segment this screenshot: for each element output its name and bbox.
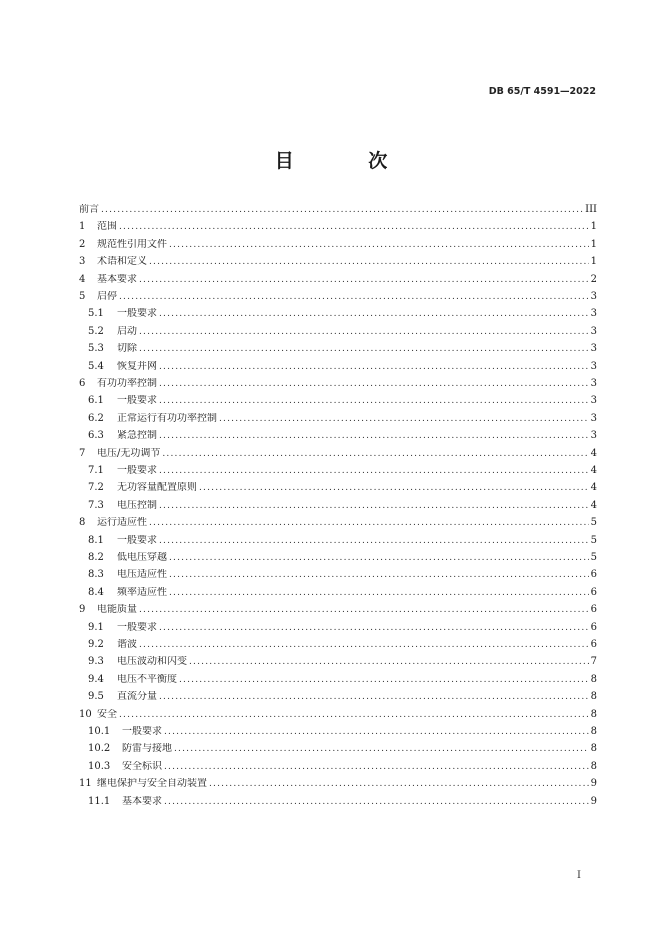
toc-entry[interactable] (79, 291, 597, 303)
toc-leader-dots (101, 204, 583, 216)
toc-entry[interactable] (79, 430, 597, 442)
toc-leader-dots (159, 622, 589, 634)
toc-leader-dots (139, 343, 589, 355)
toc-leader-dots (169, 587, 589, 599)
toc-entry-number: 8.1 (88, 534, 104, 546)
toc-entry-page: 8 (590, 760, 597, 772)
toc-entry-label: 正常运行有功功率控制 (117, 412, 217, 424)
toc-entry[interactable] (79, 656, 597, 668)
toc-entry-page: 6 (590, 639, 597, 650)
toc-leader-dots (159, 395, 589, 407)
toc-entry[interactable] (79, 361, 597, 373)
toc-entry-number: 4 (79, 273, 86, 285)
toc-entry[interactable] (79, 587, 597, 599)
toc-entry[interactable] (79, 778, 597, 790)
toc-entry-label: 启动 (117, 325, 137, 337)
toc-leader-dots (219, 413, 589, 425)
toc-entry-label: 无功容量配置原则 (117, 482, 197, 494)
page-title: 目 次 (274, 150, 422, 172)
toc-entry-label: 恢复并网 (117, 360, 157, 372)
toc-entry[interactable] (79, 674, 597, 686)
toc-leader-dots (159, 308, 589, 320)
toc-entry-number: 2 (79, 238, 86, 250)
toc-entry-label: 紧急控制 (117, 430, 157, 442)
toc-entry-page: 8 (590, 743, 597, 755)
toc-entry-page: 3 (590, 395, 597, 407)
toc-entry-number: 8.2 (88, 552, 104, 563)
toc-leader-dots (209, 778, 589, 790)
toc-entry-label: 术语和定义 (97, 256, 147, 268)
toc-entry-page: 3 (590, 308, 597, 320)
toc-entry-page: 2 (590, 273, 597, 285)
toc-entry-number: 8 (79, 517, 86, 529)
toc-entry-number: 5 (79, 291, 86, 302)
toc-entry[interactable] (79, 743, 597, 755)
toc-entry-page: 7 (590, 656, 597, 668)
toc-entry-label: 切除 (117, 343, 137, 355)
toc-entry[interactable] (79, 500, 597, 512)
toc-entry[interactable] (79, 726, 597, 738)
toc-entry-label: 电压波动和闪变 (117, 656, 187, 668)
toc-entry-page: 6 (590, 586, 597, 598)
toc-leader-dots (159, 361, 589, 373)
toc-entry-number: 5.2 (88, 325, 104, 337)
toc-entry-page: 8 (590, 673, 597, 685)
toc-entry-page: 5 (590, 517, 597, 529)
toc-leader-dots (162, 448, 588, 460)
toc-entry-label: 范围 (97, 221, 117, 233)
toc-leader-dots (119, 709, 589, 721)
toc-entry[interactable] (79, 639, 597, 651)
toc-entry-number: 10.1 (88, 726, 111, 737)
toc-leader-dots (119, 291, 589, 303)
toc-entry-label: 谐波 (117, 639, 137, 650)
toc-entry-number: 10.3 (88, 760, 111, 772)
toc-entry[interactable] (79, 709, 597, 721)
toc-entry-label: 安全标识 (122, 760, 162, 772)
toc-entry-page: 1 (590, 238, 597, 250)
toc-entry-number: 1 (79, 221, 86, 233)
toc-leader-dots (159, 500, 589, 512)
toc-entry-label: 直流分量 (117, 691, 157, 703)
toc-entry-page: 8 (590, 726, 597, 737)
toc-entry-label: 一般要求 (122, 726, 162, 737)
toc-leader-dots (174, 743, 589, 755)
toc-entry-number: 6.1 (88, 395, 104, 407)
toc-entry-label: 有功功率控制 (97, 378, 157, 389)
toc-entry-label: 电压控制 (117, 499, 157, 511)
toc-leader-dots (159, 691, 589, 703)
toc-entry-page: 3 (590, 360, 597, 372)
toc-entry-page: 3 (590, 412, 597, 424)
toc-entry-label: 电压不平衡度 (117, 673, 177, 685)
toc-leader-dots (139, 604, 589, 616)
toc-leader-dots (189, 656, 589, 668)
toc-entry-page: 6 (590, 621, 597, 633)
toc-entry-number: 9.2 (88, 639, 104, 650)
toc-leader-dots (139, 639, 589, 651)
toc-entry-page: 1 (590, 221, 597, 233)
toc-entry-label: 电能质量 (97, 604, 137, 616)
toc-entry[interactable] (79, 482, 597, 494)
toc-entry-number: 9.5 (88, 691, 104, 703)
toc-entry-number: 10 (79, 708, 92, 720)
toc-leader-dots (139, 326, 589, 338)
toc-entry[interactable] (79, 448, 597, 460)
toc-entry[interactable] (79, 552, 597, 564)
toc-entry-number: 5.4 (88, 360, 104, 372)
toc-leader-dots (169, 569, 589, 581)
toc-entry-label: 一般要求 (117, 395, 157, 407)
toc-entry-label: 一般要求 (117, 465, 157, 476)
toc-entry-label: 安全 (97, 708, 117, 720)
toc-leader-dots (149, 517, 589, 529)
toc-entry-page: 3 (590, 378, 597, 389)
toc-leader-dots (164, 726, 589, 738)
toc-entry-number: 7.1 (88, 465, 104, 476)
toc-entry-label: 一般要求 (117, 308, 157, 320)
toc-entry-number: 6.2 (88, 412, 104, 424)
toc-entry-page: 3 (590, 343, 597, 355)
toc-entry-label: 一般要求 (117, 534, 157, 546)
toc-entry-number: 3 (79, 256, 86, 268)
toc-entry-number: 6.3 (88, 430, 104, 442)
toc-entry[interactable] (79, 256, 597, 268)
toc-entry-number: 5.1 (88, 308, 104, 320)
toc-entry-number: 7.2 (88, 482, 104, 494)
toc-entry-page: 6 (590, 569, 597, 581)
toc-leader-dots (159, 378, 589, 390)
toc-entry-number: 11 (79, 778, 92, 790)
toc-entry-number: 7 (79, 447, 86, 459)
toc-entry-label: 频率适应性 (117, 586, 167, 598)
toc-leader-dots (159, 535, 589, 547)
toc-entry[interactable] (79, 622, 597, 634)
toc-entry-page: 8 (590, 708, 597, 720)
toc-leader-dots (179, 674, 589, 686)
toc-entry-page: III (585, 204, 597, 215)
toc-leader-dots (169, 239, 589, 251)
toc-entry[interactable] (79, 343, 597, 355)
toc-entry-page: 4 (590, 482, 597, 494)
toc-entry-label: 前言 (79, 204, 99, 215)
toc-entry[interactable] (79, 761, 597, 773)
toc-entry-number: 8.3 (88, 569, 104, 581)
toc-entry-page: 5 (590, 534, 597, 546)
toc-entry[interactable] (79, 413, 597, 425)
page-number: I (577, 870, 581, 881)
toc-entry[interactable] (79, 274, 597, 286)
toc-leader-dots (169, 552, 589, 564)
toc-entry-page: 5 (590, 552, 597, 563)
toc-entry[interactable] (79, 378, 597, 390)
toc-entry-label: 基本要求 (122, 795, 162, 807)
toc-entry-page: 3 (590, 325, 597, 337)
toc-entry-number: 10.2 (88, 743, 111, 755)
toc-entry-number: 6 (79, 378, 86, 389)
toc-entry-page: 3 (590, 291, 597, 302)
toc-leader-dots (159, 430, 589, 442)
toc-entry[interactable] (79, 308, 597, 320)
toc-entry-page: 8 (590, 691, 597, 703)
toc-leader-dots (164, 796, 589, 808)
toc-entry-number: 11.1 (88, 795, 111, 807)
toc-entry[interactable] (79, 691, 597, 703)
toc-entry-label: 基本要求 (97, 273, 137, 285)
toc-entry-number: 9.3 (88, 656, 104, 668)
toc-entry-number: 9.1 (88, 621, 104, 633)
toc-entry[interactable] (79, 204, 597, 216)
toc-entry-label: 低电压穿越 (117, 552, 167, 563)
toc-entry-label: 继电保护与安全自动装置 (97, 778, 207, 790)
toc-leader-dots (164, 761, 589, 773)
toc-entry-label: 电压适应性 (117, 569, 167, 581)
toc-entry-page: 3 (590, 430, 597, 442)
toc-entry[interactable] (79, 395, 597, 407)
toc-entry-number: 7.3 (88, 499, 104, 511)
toc-leader-dots (199, 482, 589, 494)
toc-entry-page: 9 (590, 795, 597, 807)
toc-entry-page: 4 (590, 447, 597, 459)
toc-entry-page: 4 (590, 465, 597, 476)
toc-entry-number: 9 (79, 604, 86, 616)
toc-entry-number: 9.4 (88, 673, 104, 685)
toc-entry[interactable] (79, 796, 597, 808)
toc-entry[interactable] (79, 326, 597, 338)
toc-entry-page: 4 (590, 499, 597, 511)
toc-entry-page: 1 (590, 256, 597, 268)
standard-code: DB 65/T 4591—2022 (488, 86, 596, 97)
toc-entry[interactable] (79, 517, 597, 529)
toc-leader-dots (159, 465, 589, 477)
toc-entry-label: 防雷与接地 (122, 743, 172, 755)
toc-entry-page: 9 (590, 778, 597, 790)
toc-entry-number: 5.3 (88, 343, 104, 355)
toc-leader-dots (119, 221, 589, 233)
toc-entry-label: 电压/无功调节 (97, 447, 161, 459)
toc-entry[interactable] (79, 221, 597, 233)
toc-entry-label: 启停 (97, 291, 117, 302)
toc-entry-number: 8.4 (88, 586, 104, 598)
toc-entry-label: 一般要求 (117, 621, 157, 633)
toc-entry-label: 运行适应性 (97, 517, 147, 529)
toc-leader-dots (149, 256, 589, 268)
toc-entry[interactable] (79, 465, 597, 477)
toc-entry-label: 规范性引用文件 (97, 238, 167, 250)
toc-leader-dots (139, 274, 589, 286)
toc-entry[interactable] (79, 569, 597, 581)
toc-entry[interactable] (79, 239, 597, 251)
toc-entry[interactable] (79, 535, 597, 547)
toc-entry[interactable] (79, 604, 597, 616)
toc-entry-page: 6 (590, 604, 597, 616)
